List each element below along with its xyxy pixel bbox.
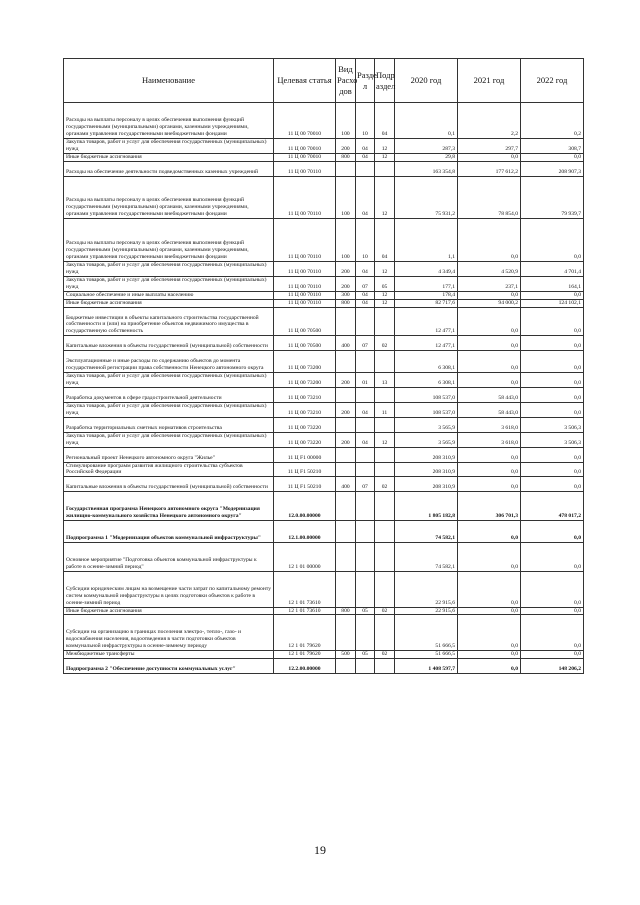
row-subsection-cell: 11 [375, 402, 395, 417]
row-subsection-cell [375, 521, 395, 543]
row-name-cell: Бюджетные инвестиции в объекты капитального строительства государственной собственности и (или) на приобретение объектов недвижимого имущества в государственную собственность [64, 307, 274, 336]
row-section-cell: 07 [356, 336, 375, 351]
row-2021-cell: 3 618,0 [458, 417, 521, 432]
row-2020-cell: 75 931,2 [395, 176, 458, 219]
row-2021-cell: 237,1 [458, 276, 521, 291]
row-subsection-cell [375, 417, 395, 432]
row-2022-cell: 0,0 [521, 307, 584, 336]
header-section: Разде л [356, 59, 375, 103]
row-target-cell: 11 Ц 00 70010 [274, 153, 336, 161]
row-name-cell: Иные бюджетные ассигнования [64, 607, 274, 615]
table-row [64, 261, 584, 276]
row-subsection-cell: 04 [375, 103, 395, 139]
row-subsection-cell [375, 307, 395, 336]
row-target-cell: 11 Ц 00 70110 [274, 161, 336, 176]
table-row [64, 542, 584, 571]
row-2022-cell: 0,0 [521, 351, 584, 373]
row-2020-cell: 4 349,4 [395, 261, 458, 276]
table-row [64, 402, 584, 417]
table-row [64, 477, 584, 492]
row-name-cell: Расходы на выплаты персоналу в целях обеспечения выполнения функций государственными (муниципальными) органами, казенными учреждениями, органами управления государственными внебюджетными фондами [64, 176, 274, 219]
row-name-cell: Межбюджетные трансферты [64, 651, 274, 659]
row-type-cell: 200 [336, 402, 356, 417]
row-2022-cell: 0,0 [521, 615, 584, 651]
row-subsection-cell [375, 462, 395, 477]
row-2022-cell: 0,0 [521, 477, 584, 492]
row-2020-cell: 3 565,9 [395, 417, 458, 432]
row-2020-cell: 12 477,1 [395, 307, 458, 336]
table-row [64, 447, 584, 462]
row-2021-cell: 0,0 [458, 373, 521, 388]
table-row [64, 291, 584, 299]
table-row [64, 103, 584, 139]
row-target-cell: 11 Ц 00 70010 [274, 138, 336, 153]
row-subsection-cell [375, 542, 395, 571]
table-row [64, 388, 584, 403]
row-2020-cell: 1 805 182,8 [395, 492, 458, 521]
row-2021-cell: 177 612,2 [458, 161, 521, 176]
row-type-cell: 200 [336, 276, 356, 291]
row-subsection-cell: 02 [375, 336, 395, 351]
header-2022: 2022 год [521, 59, 584, 103]
row-2020-cell: 208 310,9 [395, 477, 458, 492]
row-name-cell: Закупка товаров, работ и услуг для обеспечения государственных (муниципальных) нужд [64, 373, 274, 388]
row-name-cell: Закупка товаров, работ и услуг для обеспечения государственных (муниципальных) нужд [64, 138, 274, 153]
row-target-cell: 11 Ц 00 73200 [274, 351, 336, 373]
row-name-cell: Иные бюджетные ассигнования [64, 299, 274, 307]
row-target-cell: 11 Ц 00 73210 [274, 402, 336, 417]
row-2021-cell: 0,0 [458, 571, 521, 607]
row-target-cell: 12 1 01 73610 [274, 571, 336, 607]
table-row [64, 659, 584, 674]
row-type-cell: 200 [336, 432, 356, 447]
row-target-cell: 11 Ц F1 00000 [274, 447, 336, 462]
row-target-cell: 12 1 01 79620 [274, 615, 336, 651]
row-2022-cell: 0,0 [521, 607, 584, 615]
row-subsection-cell: 12 [375, 176, 395, 219]
row-2021-cell: 4 520,9 [458, 261, 521, 276]
row-name-cell: Закупка товаров, работ и услуг для обеспечения государственных (муниципальных) нужд [64, 432, 274, 447]
row-subsection-cell: 12 [375, 153, 395, 161]
row-target-cell: 11 Ц F1 50210 [274, 462, 336, 477]
row-2020-cell: 108 537,0 [395, 402, 458, 417]
row-subsection-cell [375, 388, 395, 403]
header-name: Наименование [64, 59, 274, 103]
table-header [64, 59, 584, 103]
row-name-cell: Расходы на выплаты персоналу в целях обеспечения выполнения функций государственными (муниципальными) органами, казенными учреждениями, органами управления государственными внебюджетными фондами [64, 219, 274, 262]
table-row [64, 299, 584, 307]
table-row [64, 571, 584, 607]
row-2020-cell: 29,8 [395, 153, 458, 161]
row-type-cell [336, 659, 356, 674]
row-type-cell [336, 571, 356, 607]
row-subsection-cell: 04 [375, 219, 395, 262]
row-name-cell: Закупка товаров, работ и услуг для обеспечения государственных (муниципальных) нужд [64, 261, 274, 276]
row-section-cell: 04 [356, 291, 375, 299]
row-section-cell: 07 [356, 477, 375, 492]
row-2021-cell: 0,0 [458, 291, 521, 299]
row-section-cell: 04 [356, 402, 375, 417]
row-2021-cell: 0,0 [458, 336, 521, 351]
row-2021-cell: 0,0 [458, 307, 521, 336]
table-row [64, 492, 584, 521]
row-section-cell [356, 388, 375, 403]
row-2022-cell: 0,0 [521, 373, 584, 388]
row-subsection-cell [375, 351, 395, 373]
row-2020-cell: 1 408 597,7 [395, 659, 458, 674]
row-2022-cell: 79 939,7 [521, 176, 584, 219]
row-section-cell [356, 492, 375, 521]
table-row [64, 417, 584, 432]
row-2020-cell: 22 915,6 [395, 607, 458, 615]
row-2022-cell: 0,2 [521, 103, 584, 139]
header-2021: 2021 год [458, 59, 521, 103]
row-2021-cell: 78 854,0 [458, 176, 521, 219]
table-row [64, 138, 584, 153]
row-section-cell [356, 307, 375, 336]
row-section-cell: 05 [356, 607, 375, 615]
row-type-cell [336, 521, 356, 543]
row-subsection-cell [375, 615, 395, 651]
table-row [64, 307, 584, 336]
row-subsection-cell: 12 [375, 261, 395, 276]
row-target-cell: 11 Ц 00 70110 [274, 291, 336, 299]
row-section-cell [356, 161, 375, 176]
row-target-cell: 11 Ц 00 70110 [274, 176, 336, 219]
row-2021-cell: 297,7 [458, 138, 521, 153]
table-row [64, 176, 584, 219]
row-2021-cell: 0,0 [458, 153, 521, 161]
row-type-cell: 800 [336, 153, 356, 161]
row-2020-cell: 51 666,5 [395, 651, 458, 659]
row-target-cell: 11 Ц 00 70110 [274, 261, 336, 276]
row-subsection-cell [375, 571, 395, 607]
row-2022-cell: 124 102,1 [521, 299, 584, 307]
row-2022-cell: 0,0 [521, 336, 584, 351]
table-row [64, 219, 584, 262]
row-name-cell: Капитальные вложения в объекты государственной (муниципальной) собственности [64, 336, 274, 351]
row-2022-cell: 0,0 [521, 153, 584, 161]
row-target-cell: 11 Ц 00 70110 [274, 219, 336, 262]
row-section-cell: 04 [356, 138, 375, 153]
row-type-cell: 100 [336, 176, 356, 219]
row-type-cell [336, 492, 356, 521]
row-type-cell: 500 [336, 651, 356, 659]
row-name-cell: Субсидии юридическим лицам на возмещение части затрат по капитальному ремонту систем коммунальной инфраструктуры в целях подготовки объектов к работе в осенне-зимний период [64, 571, 274, 607]
row-type-cell: 200 [336, 261, 356, 276]
row-2020-cell: 208 310,9 [395, 462, 458, 477]
row-2021-cell: 2,2 [458, 103, 521, 139]
row-name-cell: Подпрограмма 2 "Обеспечение доступности коммунальных услуг" [64, 659, 274, 674]
row-2020-cell: 287,3 [395, 138, 458, 153]
row-section-cell: 01 [356, 373, 375, 388]
row-section-cell: 04 [356, 432, 375, 447]
row-2021-cell: 58 443,0 [458, 388, 521, 403]
row-type-cell: 300 [336, 291, 356, 299]
row-name-cell: Расходы на обеспечение деятельности подведомственных казенных учреждений [64, 161, 274, 176]
row-2020-cell: 178,4 [395, 291, 458, 299]
row-name-cell: Расходы на выплаты персоналу в целях обеспечения выполнения функций государственными (муниципальными) органами, казенными учреждениями, органами управления государственными внебюджетными фондами [64, 103, 274, 139]
row-section-cell: 04 [356, 299, 375, 307]
row-2022-cell: 3 506,3 [521, 417, 584, 432]
row-subsection-cell: 05 [375, 276, 395, 291]
row-target-cell: 12.1.00.00000 [274, 521, 336, 543]
row-section-cell [356, 462, 375, 477]
table-row [64, 161, 584, 176]
row-2020-cell: 82 717,6 [395, 299, 458, 307]
row-section-cell [356, 615, 375, 651]
table-row [64, 615, 584, 651]
header-subsection: Подр аздел [375, 59, 395, 103]
row-target-cell: 11 Ц F1 50210 [274, 477, 336, 492]
row-target-cell: 12 1 01 00000 [274, 542, 336, 571]
row-2022-cell: 0,0 [521, 388, 584, 403]
table-row [64, 651, 584, 659]
row-2022-cell: 0,0 [521, 542, 584, 571]
row-target-cell: 11 Ц 00 70500 [274, 336, 336, 351]
table-row [64, 373, 584, 388]
table-row [64, 462, 584, 477]
row-2022-cell: 208 907,3 [521, 161, 584, 176]
row-2021-cell: 0,0 [458, 219, 521, 262]
row-2022-cell: 0,0 [521, 291, 584, 299]
row-2022-cell: 0,0 [521, 571, 584, 607]
row-2020-cell: 6 308,1 [395, 373, 458, 388]
row-target-cell: 11 Ц 00 73210 [274, 388, 336, 403]
row-type-cell [336, 542, 356, 571]
row-2021-cell: 58 443,0 [458, 402, 521, 417]
row-name-cell: Эксплуатационные и иные расходы по содержанию объектов до момента государственной регистрации права собственности Ненецкого автономного округа [64, 351, 274, 373]
table-row [64, 521, 584, 543]
row-name-cell: Закупка товаров, работ и услуг для обеспечения государственных (муниципальных) нужд [64, 276, 274, 291]
row-2021-cell: 0,0 [458, 651, 521, 659]
row-subsection-cell: 12 [375, 138, 395, 153]
row-section-cell: 05 [356, 651, 375, 659]
row-subsection-cell: 12 [375, 291, 395, 299]
row-target-cell: 12.0.00.00000 [274, 492, 336, 521]
row-2022-cell: 0,0 [521, 447, 584, 462]
row-2021-cell: 0,0 [458, 615, 521, 651]
row-2022-cell: 0,0 [521, 402, 584, 417]
row-type-cell [336, 307, 356, 336]
row-section-cell: 04 [356, 153, 375, 161]
row-name-cell: Разработка территориальных сметных нормативов строительства [64, 417, 274, 432]
row-2021-cell: 0,0 [458, 351, 521, 373]
row-subsection-cell: 02 [375, 607, 395, 615]
row-target-cell: 11 Ц 00 73220 [274, 417, 336, 432]
row-2022-cell: 0,0 [521, 521, 584, 543]
row-2020-cell: 74 582,1 [395, 521, 458, 543]
row-2020-cell: 1,1 [395, 219, 458, 262]
row-name-cell: Основное мероприятие "Подготовка объектов коммунальной инфраструктуры к работе в осенне-зимний период" [64, 542, 274, 571]
row-2020-cell: 22 915,6 [395, 571, 458, 607]
header-type: Вид Расхо дов [336, 59, 356, 103]
row-2022-cell: 3 506,3 [521, 432, 584, 447]
row-type-cell: 800 [336, 299, 356, 307]
row-section-cell [356, 542, 375, 571]
row-2022-cell: 4 701,4 [521, 261, 584, 276]
row-2020-cell: 3 565,9 [395, 432, 458, 447]
row-type-cell: 100 [336, 103, 356, 139]
row-name-cell: Государственная программа Ненецкого автономного округа "Модернизация жилищно-коммунального хозяйства Ненецкого автономного округа" [64, 492, 274, 521]
row-type-cell: 400 [336, 336, 356, 351]
row-section-cell: 04 [356, 261, 375, 276]
table-row [64, 432, 584, 447]
row-2020-cell: 12 477,1 [395, 336, 458, 351]
row-section-cell [356, 351, 375, 373]
row-subsection-cell: 12 [375, 432, 395, 447]
row-target-cell: 11 Ц 00 70110 [274, 299, 336, 307]
row-type-cell [336, 388, 356, 403]
row-subsection-cell [375, 659, 395, 674]
row-type-cell: 200 [336, 138, 356, 153]
header-target: Целевая статья [274, 59, 336, 103]
row-name-cell: Стимулирование программ развития жилищного строительства субъектов Российской Федерации [64, 462, 274, 477]
header-2020: 2020 год [395, 59, 458, 103]
row-type-cell [336, 161, 356, 176]
row-name-cell: Иные бюджетные ассигнования [64, 153, 274, 161]
row-type-cell: 100 [336, 219, 356, 262]
row-2021-cell: 0,0 [458, 462, 521, 477]
row-target-cell: 11 Ц 00 70500 [274, 307, 336, 336]
row-type-cell: 800 [336, 607, 356, 615]
row-target-cell: 12.2.00.00000 [274, 659, 336, 674]
row-name-cell: Субсидии на организацию в границах поселения электро-, тепло-, газо- и водоснабжения населения, водоотведения в части подготовки объектов коммунальной инфраструктуры в осенне-зимнему периоду [64, 615, 274, 651]
row-type-cell [336, 447, 356, 462]
row-2022-cell: 0,0 [521, 462, 584, 477]
table-row [64, 336, 584, 351]
row-target-cell: 11 Ц 00 70010 [274, 103, 336, 139]
row-subsection-cell: 02 [375, 477, 395, 492]
row-section-cell: 10 [356, 103, 375, 139]
row-2021-cell: 306 701,3 [458, 492, 521, 521]
row-target-cell: 12 1 01 79620 [274, 651, 336, 659]
row-section-cell: 10 [356, 219, 375, 262]
row-2020-cell: 208 310,9 [395, 447, 458, 462]
row-2022-cell: 0,0 [521, 219, 584, 262]
page-number: 19 [314, 843, 326, 857]
table-row [64, 351, 584, 373]
row-2021-cell: 0,0 [458, 542, 521, 571]
row-2020-cell: 0,1 [395, 103, 458, 139]
row-section-cell [356, 571, 375, 607]
row-2021-cell: 94 000,2 [458, 299, 521, 307]
row-subsection-cell [375, 492, 395, 521]
row-2020-cell: 108 537,0 [395, 388, 458, 403]
row-2022-cell: 148 206,2 [521, 659, 584, 674]
row-name-cell: Подпрограмма 1 "Модернизация объектов коммунальной инфраструктуры" [64, 521, 274, 543]
row-type-cell: 400 [336, 477, 356, 492]
row-type-cell [336, 417, 356, 432]
table-body [64, 103, 584, 674]
row-section-cell: 07 [356, 276, 375, 291]
row-type-cell: 200 [336, 373, 356, 388]
row-2021-cell: 0,0 [458, 477, 521, 492]
row-2020-cell: 6 308,1 [395, 351, 458, 373]
row-subsection-cell: 13 [375, 373, 395, 388]
row-target-cell: 11 Ц 00 70110 [274, 276, 336, 291]
row-2021-cell: 0,0 [458, 659, 521, 674]
row-2022-cell: 164,1 [521, 276, 584, 291]
row-section-cell [356, 659, 375, 674]
row-subsection-cell: 02 [375, 651, 395, 659]
row-section-cell [356, 521, 375, 543]
row-target-cell: 12 1 01 73610 [274, 607, 336, 615]
row-name-cell: Региональный проект Ненецкого автономного округа "Жилье" [64, 447, 274, 462]
row-name-cell: Капитальные вложения в объекты государственной (муниципальной) собственности [64, 477, 274, 492]
row-target-cell: 11 Ц 00 73220 [274, 432, 336, 447]
row-2021-cell: 3 618,0 [458, 432, 521, 447]
row-2021-cell: 0,0 [458, 607, 521, 615]
row-type-cell [336, 351, 356, 373]
table-row [64, 276, 584, 291]
row-subsection-cell [375, 161, 395, 176]
row-2022-cell: 478 017,2 [521, 492, 584, 521]
row-2020-cell: 163 354,8 [395, 161, 458, 176]
row-name-cell: Разработка документов в сфере градостроительной деятельности [64, 388, 274, 403]
row-name-cell: Закупка товаров, работ и услуг для обеспечения государственных (муниципальных) нужд [64, 402, 274, 417]
row-2021-cell: 0,0 [458, 521, 521, 543]
row-2020-cell: 177,1 [395, 276, 458, 291]
row-target-cell: 11 Ц 00 73200 [274, 373, 336, 388]
table-row [64, 153, 584, 161]
row-2022-cell: 0,0 [521, 651, 584, 659]
row-2020-cell: 74 582,1 [395, 542, 458, 571]
row-subsection-cell: 12 [375, 299, 395, 307]
row-subsection-cell [375, 447, 395, 462]
row-name-cell: Социальное обеспечение и иные выплаты населению [64, 291, 274, 299]
row-2021-cell: 0,0 [458, 447, 521, 462]
budget-table [63, 58, 584, 674]
row-2022-cell: 308,7 [521, 138, 584, 153]
row-section-cell [356, 447, 375, 462]
table-row [64, 607, 584, 615]
row-type-cell [336, 615, 356, 651]
row-type-cell [336, 462, 356, 477]
row-section-cell [356, 417, 375, 432]
row-section-cell: 04 [356, 176, 375, 219]
row-2020-cell: 51 666,5 [395, 615, 458, 651]
